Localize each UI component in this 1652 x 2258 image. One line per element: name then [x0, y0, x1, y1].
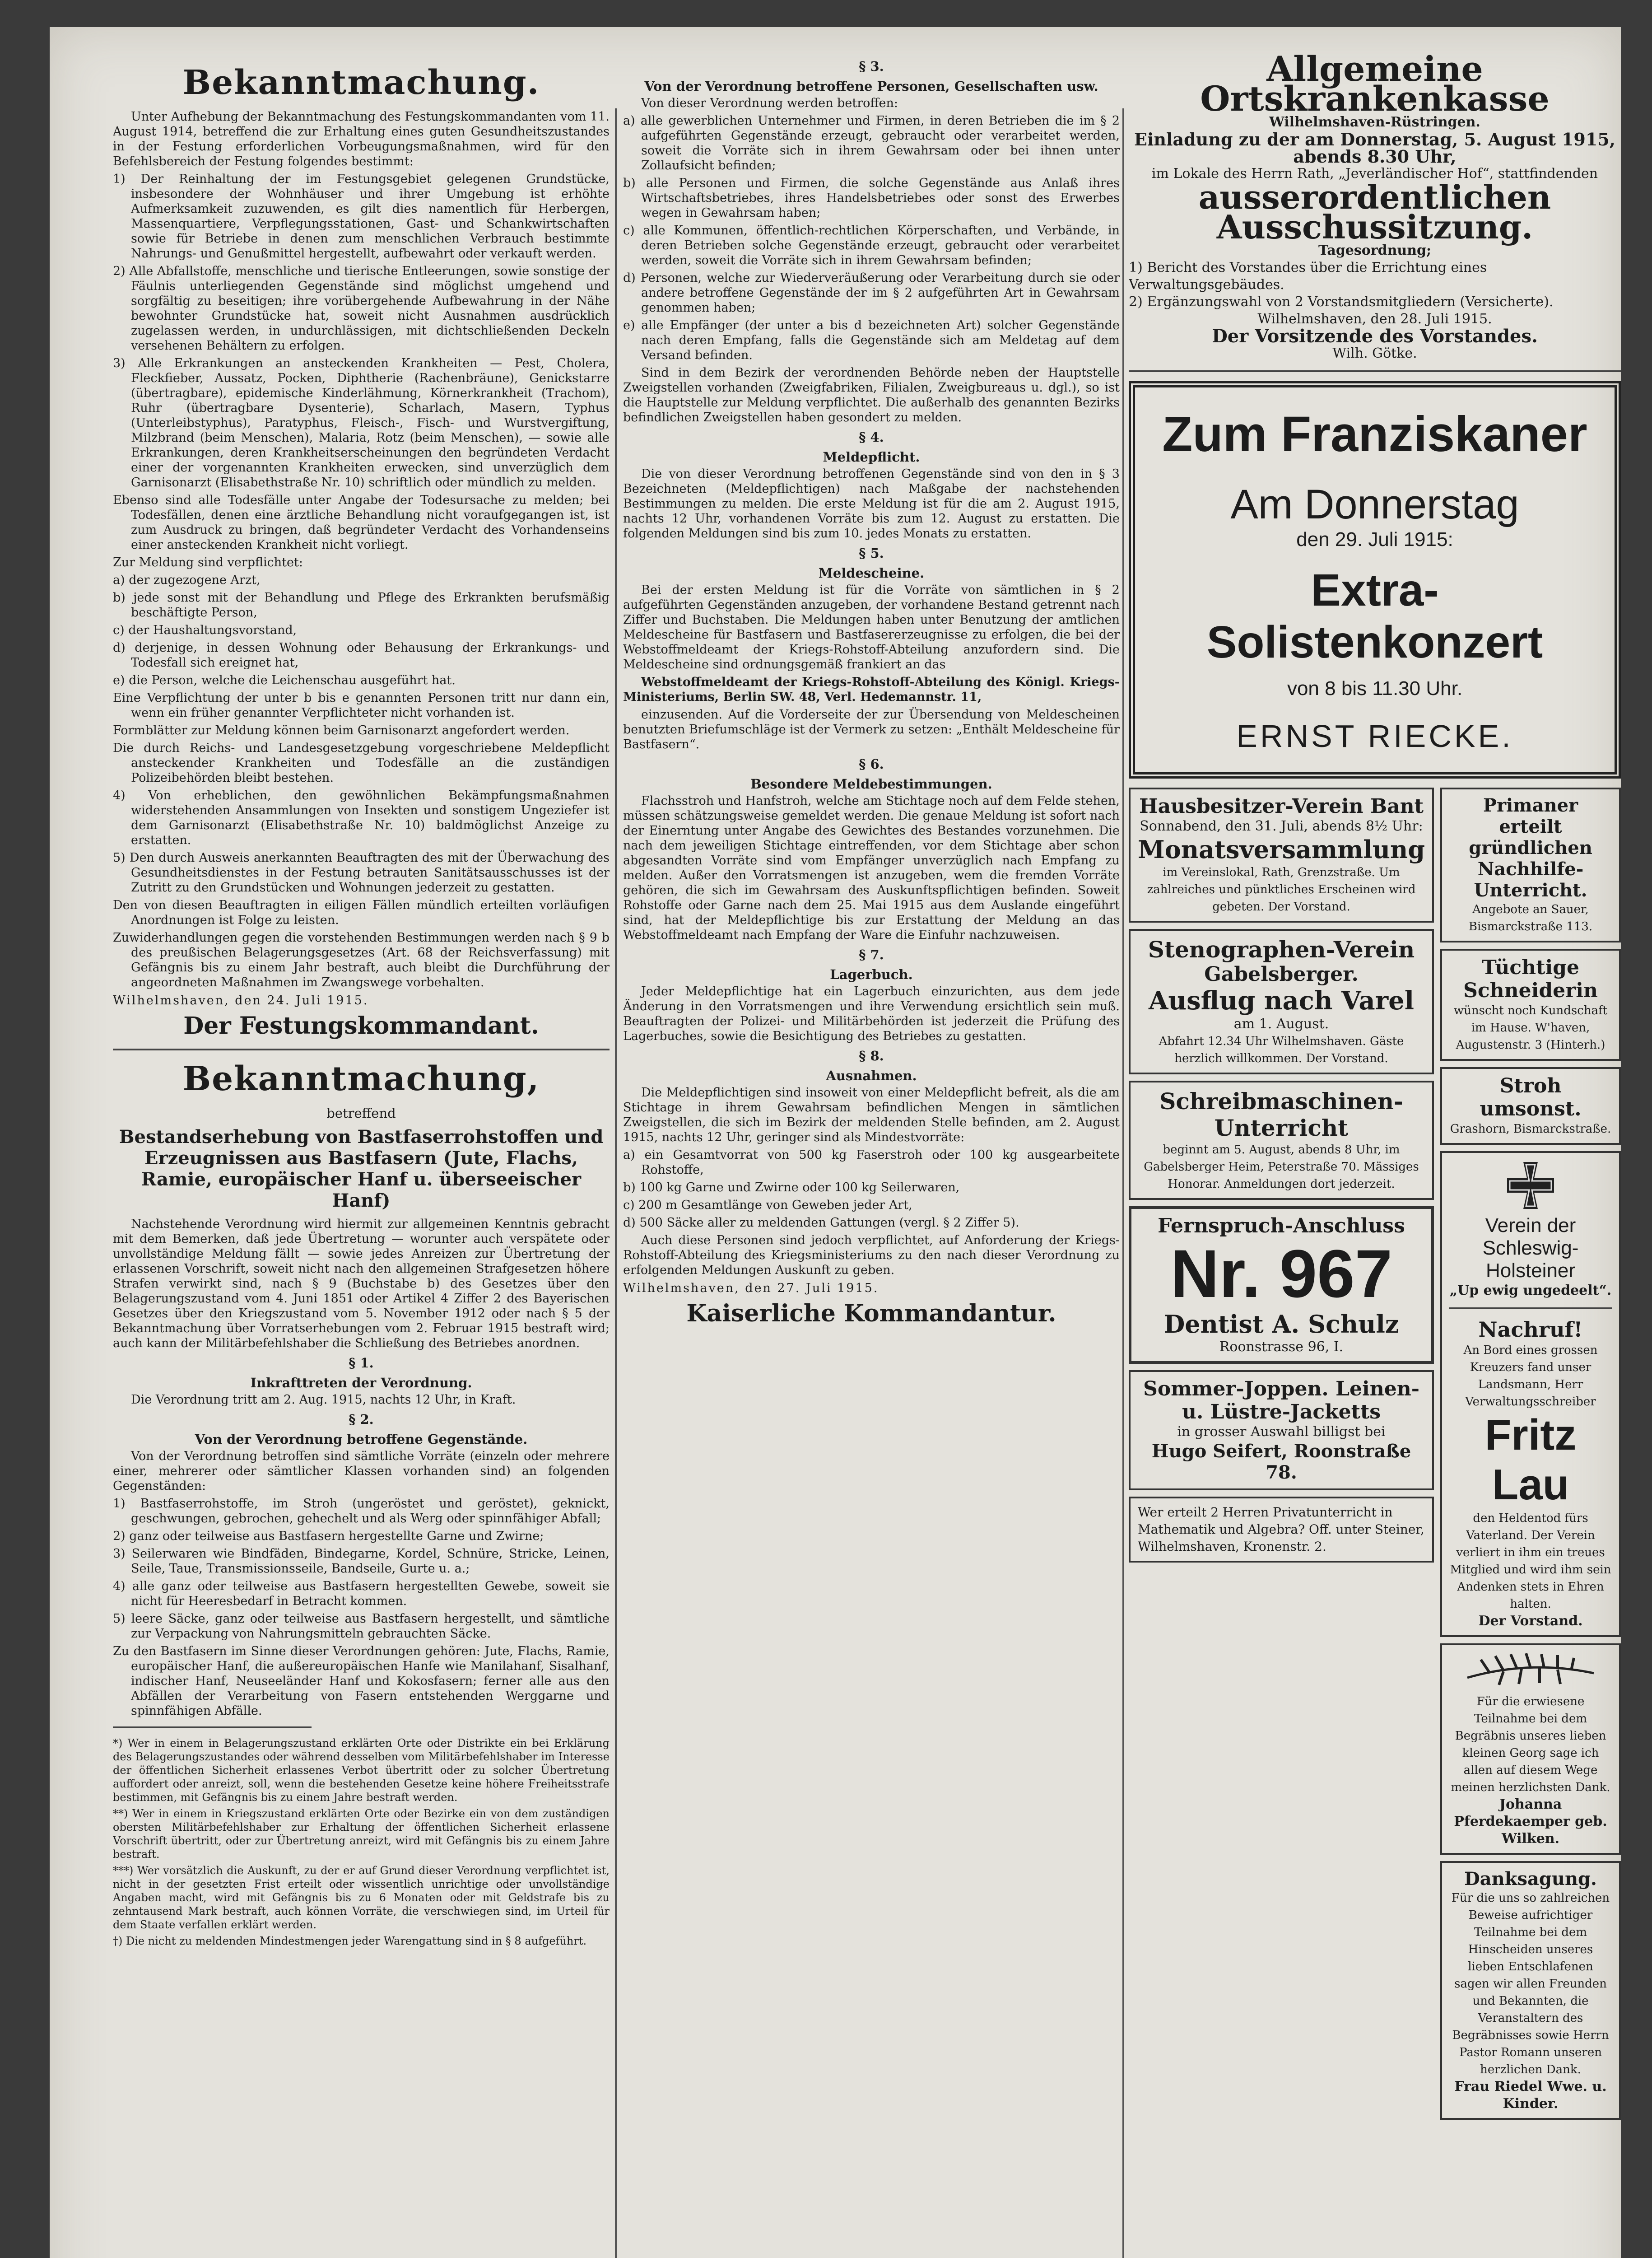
s8-title: § 8. [859, 1048, 884, 1064]
ak-agenda-title: Tagesordnung; [1318, 243, 1432, 258]
privat-text: Wer erteilt 2 Herren Privatunterricht in Mathematik und Algebra? Off. unter Steiner, Wilhelmshaven, Kronenstr. 2. [1138, 1505, 1424, 1554]
s8-item: a) ein Gesamtvorrat von 500 kg Faserstroh oder 100 kg ausgearbeitete Rohstoffe, [623, 1148, 1120, 1177]
verein-sign: Der Vorstand. [1478, 1613, 1583, 1629]
notice1-item: c) der Haushaltungsvorstand, [113, 623, 297, 637]
schreib-title: Schreibmaschinen-Unterricht [1159, 1088, 1403, 1141]
franz-date: den 29. Juli 1915: [1296, 528, 1453, 551]
footnote: *) Wer in einem in Belagerungszustand erklärten Orte oder Distrikte ein bei Erklärung des Belagerungszustandes oder während desselben vom Militärbefehlshaber im Interesse der öffentlichen Sicherheit erlassenes Verbot übertritt oder zu solcher Übertretung auffordert oder anreizt, soll, wenn die bestehenden Gesetze keine höhere Freiheitsstrafe bestimmen, mit Gefängnis bis zu einem Jahre bestraft werden. [113, 1737, 610, 1804]
dank2-title: Danksagung. [1464, 1868, 1597, 1889]
s2-item: 3) Seilerwaren wie Bindfäden, Bindegarne, Kordel, Schnüre, Stricke, Leinen, Seile, Taue, Transmissionsseile, Bandseile, Gurte u. a.; [113, 1547, 610, 1576]
franz-day: Am Donnerstag [1230, 481, 1519, 527]
notice1-item: 1) Der Reinhaltung der im Festungsgebiet gelegenen Grundstücke, insbesondere der Wohnhäuser und ihrer Umgebung ist erhöhte Aufmerksamkeit zuzuwenden, es gilt dies namentlich für Herbergen, Massenquartiere, Verpflegungsstationen, Gast- und Schankwirtschaften sowie für Betriebe in denen zum menschlichen Verbrauch bestimmte Nahrungs- und Genußmittel hergestellt, aufbewahrt oder verkauft werden. [113, 172, 610, 261]
s3-title: § 3. [859, 59, 884, 74]
ak-title: Allgemeine Ortskrankenkasse [1200, 54, 1550, 119]
s2-item: 1) Bastfaserrohstoffe, im Stroh (ungeröstet und geröstet), geknickt, geschwungen, gebrochen, gehechelt und als Werg oder spinnfähiger Abfall; [113, 1497, 610, 1526]
verein-nachruf: Nachruf! [1478, 1317, 1583, 1342]
small-ads-row-1 [1129, 788, 1621, 2126]
franz-event: Extra-Solistenkonzert [1206, 565, 1543, 667]
dank1-text: Für die erwiesene Teilnahme bei dem Begräbnis unseres lieben kleinen Georg sage ich allen auf diesem Wege meinen herzlichsten Dank. [1451, 1695, 1610, 1794]
franz-title: Zum Franziskaner [1162, 406, 1587, 462]
column-1 [113, 54, 610, 1950]
s8-item: d) 500 Säcke aller zu meldenden Gattungen (vergl. § 2 Ziffer 5). [623, 1216, 1019, 1230]
s2-items [113, 1496, 610, 1718]
ad-hausbesitzer [1129, 788, 1434, 2126]
stroh-title: Stroh umsonst. [1480, 1074, 1582, 1120]
s2-head: Von der Verordnung betroffene Gegenstände. [195, 1432, 528, 1447]
notice1-item: 2) Alle Abfallstoffe, menschliche und tierische Entleerungen, sowie sonstige der Fäulnis unterliegenden Gegenstände sind möglichst umgehend und sorgfältig zu beseitigen; ihre vorübergehende Aufbewahrung in der Nähe bewohnter Grundstücke hat, soweit nicht Ausnahmen ausdrücklich zugelassen werden, in undurchlässigen, mit dichtschließenden Deckeln versehenen Behältern zu erfolgen. [113, 264, 610, 353]
s7-text: Jeder Meldepflichtige hat ein Lagerbuch einzurichten, aus dem jede Änderung in den Vorratsmengen und ihre Verwendung ersichtlich sein muß. Beauftragten der Polizei- und Militärbehörden ist jederzeit die Prüfung des Lagerbuches, sowie die Besichtigung des Betriebes zu gestatten. [623, 984, 1120, 1043]
s2-text: Von der Verordnung betroffen sind sämtliche Vorräte (einzeln oder mehrere einer, mehrerer oder sämtlicher Klassen vorhanden sind) an folgenden Gegenständen: [113, 1449, 610, 1493]
footnote: †) Die nicht zu meldenden Mindestmengen jeder Warengattung sind in § 8 aufgeführt. [113, 1935, 587, 1947]
ad-ortskrankenkasse [1129, 54, 1621, 362]
verein-motto: „Up ewig ungedeelt“. [1449, 1283, 1612, 1298]
column-2 [623, 54, 1120, 1336]
s3-item: b) alle Personen und Firmen, die solche Gegenstände aus Anlaß ihres Wirtschaftsbetriebes, ihres Handelsbetriebes oder sonst des Erwerbes wegen in Gewahrsam haben; [623, 176, 1120, 220]
s3-text: Von dieser Verordnung werden betroffen: [641, 96, 898, 110]
s8-items [623, 1148, 1120, 1230]
ak-sign: Der Vorsitzende des Vorstandes. [1212, 326, 1538, 347]
schneiderin-title: Tüchtige Schneiderin [1463, 956, 1598, 1002]
kommandantur-date: Wilhelmshaven, den 27. Juli 1915. [623, 1281, 879, 1295]
verein-name: Fritz Lau [1484, 1411, 1577, 1509]
s8-more: Auch diese Personen sind jedoch verpflichtet, auf Anforderung der Kriegs-Rohstoff-Abteilung des Kriegsministeriums zu den nach dieser Verordnung zu erfolgenden Meldungen Auskunft zu geben. [623, 1233, 1120, 1277]
notice1-signature: Der Festungskommandant. [183, 1012, 539, 1040]
s3-items [623, 113, 1120, 363]
ak-meeting: ausserordentlichen Ausschussitzung. [1198, 178, 1551, 246]
notice1-item: Eine Verpflichtung der unter b bis e genannten Personen tritt nur dann ein, wenn ein früher genannter Verpflichteter nicht vorhanden ist. [113, 691, 610, 720]
s5-head: Meldescheine. [818, 565, 925, 581]
haus-title: Hausbesitzer-Verein Bant [1139, 795, 1424, 818]
s1-head: Inkrafttreten der Verordnung. [250, 1375, 472, 1390]
s1-title: § 1. [349, 1355, 374, 1371]
steno-event: Ausflug nach Varel [1148, 986, 1415, 1016]
s5-after: einzusenden. Auf die Vorderseite der zur Übersendung von Meldescheinen benutzten Briefumschläge ist der Vermerk zu setzen: „Enthält Meldescheine für Bastfasern“. [623, 708, 1120, 751]
steno-sub: Gabelsberger. [1204, 963, 1359, 986]
s4-head: Meldepflicht. [823, 449, 920, 465]
s8-text: Die Meldepflichtigen sind insoweit von einer Meldepflicht befreit, als die am Stichtage in ihrem Gewahrsam befindlichen Mengen in sämtlichen Zweigstellen, die sich im Bezirk der meldenden Stelle befinden, am 2. August 1915, nachts 12 Uhr, geringer sind als Mindestvorräte: [623, 1086, 1120, 1144]
ak-place: im Lokale des Herrn Rath, „Jeverländischer Hof“, stattfindenden [1151, 166, 1598, 182]
haus-text: im Vereinslokal, Rath, Grenzstraße. Um zahlreiches und pünktliches Erscheinen wird gebeten. Der Vorstand. [1147, 866, 1416, 914]
stroh-text: Grashorn, Bismarckstraße. [1450, 1122, 1611, 1136]
kommandantur-signature: Kaiserliche Kommandantur. [686, 1300, 1056, 1327]
ak-invite: Einladung zu der am Donnerstag, 5. August 1915, abends 8.30 Uhr, [1134, 129, 1615, 167]
verein-text: An Bord eines grossen Kreuzers fand unser Landsmann, Herr Verwaltungsschreiber [1463, 1344, 1598, 1409]
notice1-item: 4) Von erheblichen, den gewöhnlichen Bekämpfungsmaßnahmen widerstehenden Ansammlungen von Insekten und sonstigem Ungeziefer ist dem Garnisonarzt (Elisabethstraße Nr. 10) baldmöglichst Anzeige zu erstatten. [113, 788, 610, 847]
notice1-item: b) jede sonst mit der Behandlung und Pflege des Erkrankten berufsmäßig beschäftigte Person, [113, 591, 610, 620]
notice1-item: a) der zugezogene Arzt, [113, 573, 261, 587]
notice1-item: Formblätter zur Meldung können beim Garnisonarzt angefordert werden. [113, 723, 570, 737]
s1-text: Die Verordnung tritt am 2. Aug. 1915, nachts 12 Uhr, in Kraft. [131, 1393, 516, 1407]
s2-title: § 2. [349, 1412, 374, 1427]
s2-item: 5) leere Säcke, ganz oder teilweise aus Bastfasern hergestellt, und sämtliche zur Verpackung von Nahrungsmitteln gebrauchten Säcke. [113, 1612, 610, 1641]
palm-branch-icon [1463, 1651, 1598, 1691]
notice1-date: Wilhelmshaven, den 24. Juli 1915. [113, 994, 369, 1008]
fern-title: Fernspruch-Anschluss [1158, 1214, 1405, 1237]
notice1-title: Bekanntmachung. [182, 63, 540, 102]
notice2-subtitle: Bestandserhebung von Bastfaserrohstoffen und Erzeugnissen aus Bastfasern (Jute, Flachs, Ramie, europäischer Hanf u. überseeischer Hanf) [119, 1126, 604, 1211]
s5-title: § 5. [859, 546, 884, 561]
fern-number: Nr. 967 [1170, 1236, 1393, 1311]
notice1-item: Den von diesen Beauftragten in eiligen Fällen mündlich erteilten vorläufigen Anordnungen ist Folge zu leisten. [113, 898, 610, 927]
column-rule-1 [615, 108, 617, 2258]
s8-item: c) 200 m Gesamtlänge von Geweben jeder Art, [623, 1198, 912, 1212]
ak-date: Wilhelmshaven, den 28. Juli 1915. [1257, 311, 1492, 327]
notice1-item: Die durch Reichs- und Landesgesetzgebung vorgeschriebene Meldepflicht ansteckender Krankheiten und Todesfälle an die zuständigen Polizeibehörden bleibt bestehen. [113, 741, 610, 785]
s7-head: Lagerbuch. [830, 967, 913, 982]
s7-title: § 7. [859, 947, 884, 962]
notice2-title: Bekanntmachung, [182, 1059, 540, 1098]
s6-title: § 6. [859, 756, 884, 772]
dank2-text: Für die uns so zahlreichen Beweise aufrichtiger Teilnahme bei dem Hinscheiden unseres lieben Entschlafenen sagen wir allen Freunden und Bekannten, die Veranstaltern des Begräbnisses sowie Herrn Pastor Romann unseren herzlichen Dank. [1451, 1891, 1610, 2076]
franz-time: von 8 bis 11.30 Uhr. [1287, 677, 1463, 700]
franz-artist: ERNST RIECKE. [1236, 718, 1513, 754]
notice1-item: 5) Den durch Ausweis anerkannten Beauftragten des mit der Überwachung des Gesundheitsdienstes in der Festung betrauten Sanitätsausschusses ist der Zutritt zu den Grundstücken und Wohnungen jederzeit zu gestatten. [113, 851, 610, 895]
column-rule-2 [1122, 108, 1124, 2258]
notice2-subtitle-pre: betreffend [326, 1106, 396, 1121]
footnotes [113, 1736, 610, 1948]
ak-agenda-2: 2) Ergänzungswahl von 2 Vorstandsmitgliedern (Versicherte). [1129, 294, 1554, 310]
s3-item: c) alle Kommunen, öffentlich-rechtlichen Körperschaften, und Verbände, in deren Betrieben solche Gegenstände erzeugt, gebraucht oder verarbeitet werden, soweit die Vorräte sich in ihrem Gewahrsam befinden; [623, 224, 1120, 267]
s3-head: Von der Verordnung betroffene Personen, Gesellschaften usw. [644, 79, 1098, 94]
sommer-title: Sommer-Joppen. Leinen- u. Lüstre-Jacketts [1143, 1377, 1419, 1423]
s8-item: b) 100 kg Garne und Zwirne oder 100 kg Seilerwaren, [623, 1180, 960, 1194]
column-3 [1129, 54, 1621, 2126]
s5-text: Bei der ersten Meldung ist für die Vorräte von sämtlichen in § 2 aufgeführten Gegenständen anzugeben, der vorhandene Bestand getrennt nach Ziffer und Buchstaben. Die Meldungen haben unter Benutzung der amtlichen Meldescheine für Bastfasern und Bastfasererzeugnisse zu erfolgen, die bei der Webstoffmeldeamt der Kriegs-Rohstoff-Abteilung anzufordern sind. Die Meldescheine sind ordnungsgemäß frankiert an das [623, 583, 1120, 672]
s4-title: § 4. [859, 429, 884, 445]
notice1-intro: Unter Aufhebung der Bekanntmachung des Festungskommandanten vom 11. August 1914, betreffend die zur Erhaltung eines guten Gesundheitszustandes in der Festung erforderlichen Vorbeugungsmaßnahmen, wird für den Befehlsbereich der Festung folgendes bestimmt: [113, 110, 610, 168]
verein-title: Verein der Schleswig-Holsteiner [1482, 1214, 1579, 1282]
dank2-name: Frau Riedel Wwe. u. Kinder. [1454, 2079, 1607, 2112]
s6-head: Besondere Meldebestimmungen. [750, 776, 992, 792]
ak-name: Wilh. Götke. [1332, 345, 1417, 361]
ads-right-stack [1440, 788, 1621, 2126]
ak-sub: Wilhelmshaven-Rüstringen. [1269, 114, 1480, 130]
s8-head: Ausnahmen. [826, 1068, 917, 1083]
s2-item: Zu den Bastfasern im Sinne dieser Verordnungen gehören: Jute, Flachs, Ramie, europäischer Hanf, die außereuropäischen Hanfe wie Manilahanf, Sisalhanf, indischer Hanf, Neuseeländer Hanf und Kokosfasern; ferner alle aus den Abfällen der Verarbeitung von Fasern entstehenden Werggarne und spinnfähigen Abfälle. [113, 1644, 610, 1718]
steno-title: Stenographen-Verein [1148, 936, 1415, 963]
s2-item: 2) ganz oder teilweise aus Bastfasern hergestellte Garne und Zwirne; [113, 1529, 544, 1543]
notice1-item: 3) Alle Erkrankungen an ansteckenden Krankheiten — Pest, Cholera, Fleckfieber, Aussatz, Pocken, Diphtherie (Rachenbräune), Genickstarre (übertragbare), epidemische Kinderlähmung, Körnerkrankheit (Trachom), Ruhr (übertragbare Dysenterie), Scharlach, Masern, Typhus (Unterleibstyphus), Paratyphus, Fleisch-, Fisch- und Wurstvergiftung, Milzbrand (beim Menschen), Malaria, Rotz (beim Menschen), — sowie alle Erkrankungen, deren Krankheitserscheinungen den begründeten Verdacht einer der vorgenannten Krankheiten erwecken, sind unverzüglich dem Garnisonarzt (Elisabethstraße Nr. 10) schriftlich oder mündlich zu melden. [113, 356, 610, 490]
notice1-item: Zur Meldung sind verpflichtet: [113, 555, 303, 569]
notice2-intro: Nachstehende Verordnung wird hiermit zur allgemeinen Kenntnis gebracht mit dem Bemerken, daß jede Übertretung — worunter auch verspätete oder unvollständige Meldung fällt — sowie jedes Anreizen zur Übertretung der erlassenen Vorschrift, soweit nicht nach den allgemeinen Strafgesetzen höhere Strafen verwirkt sind, nach § 9 (Buchstabe b) des Gesetzes über den Belagerungszustand vom 4. Juni 1851 oder Artikel 4 Ziffer 2 des Bayerischen Gesetzes über den Kriegszustand vom 5. November 1912 oder nach § 5 der Bekanntmachung über Vorratserhebungen vom 2. Februar 1915 bestraft wird; auch kann der Militärbefehlshaber die Schließung des Betriebes anordnen. [113, 1217, 610, 1350]
s3-item: e) alle Empfänger (der unter a bis d bezeichneten Art) solcher Gegenstände nach deren Empfang, falls die Gegenstände sich am Meldetag auf dem Versand befinden. [623, 318, 1120, 362]
sommer-text: in grosser Auswahl billigst bei [1177, 1424, 1386, 1440]
notice1-item: Ebenso sind alle Todesfälle unter Angabe der Todesursache zu melden; bei Todesfällen, denen eine ärztliche Behandlung nicht voraufgegangen ist, ist zum Ausdruck zu bringen, daß begründeter Verdacht des Vorhandenseins einer ansteckenden Krankheit nicht vorliegt. [113, 493, 610, 552]
s4-text: Die von dieser Verordnung betroffenen Gegenstände sind von den in § 3 Bezeichneten (Meldepflichtigen) nach Maßgabe der nachstehenden Bestimmungen zu melden. Die erste Meldung ist für die am 2. August 1915, nachts 12 Uhr, vorhandenen Vorräte bis zum 12. August zu erstatten. Die folgenden Meldungen sind bis zum 10. jedes Monats zu erstatten. [623, 467, 1120, 541]
iron-cross-icon [1503, 1158, 1558, 1213]
s3-item: d) Personen, welche zur Wiederveräußerung oder Verarbeitung durch sie oder andere betroffene Gegenstände der im § 2 aufgeführten Art in Gewahrsam genommen haben; [623, 271, 1120, 315]
s2-item: 4) alle ganz oder teilweise aus Bastfasern hergestellten Gewebe, soweit sie nicht für Heeresbedarf in Betracht kommen. [113, 1579, 610, 1608]
s3-item: a) alle gewerblichen Unternehmer und Firmen, in deren Betrieben die im § 2 aufgeführten Gegenstände erzeugt, gebraucht oder verarbeitet werden, soweit die Vorräte sich in ihrem Gewahrsam oder bei ihnen unter Zollaufsicht befinden; [623, 114, 1120, 173]
primaner-text: Angebote an Sauer, Bismarckstraße 113. [1468, 903, 1593, 933]
verein-after: den Heldentod fürs Vaterland. Der Verein verliert in ihm ein treues Mitglied und wird ihm sein Andenken stets in Ehren halten. [1450, 1512, 1611, 1611]
ak-agenda-1: 1) Bericht des Vorstandes über die Errichtung eines Verwaltungsgebäudes. [1129, 260, 1487, 293]
fern-name: Dentist A. Schulz [1163, 1310, 1399, 1339]
steno-date: am 1. August. [1233, 1016, 1329, 1032]
primaner-title: Primaner erteilt gründlichen Nachhilfe-Unterricht. [1469, 795, 1592, 901]
footnote: **) Wer in einem in Kriegszustand erklärten Orte oder Bezirke ein von dem zuständigen obersten Militärbefehlshaber zur Erhaltung der öffentlichen Sicherheit erlassene Vorschrift übertritt, oder zur Übertretung anreizt, wird mit Gefängnis bis zu einem Jahre bestraft. [113, 1807, 610, 1861]
s6-text: Flachsstroh und Hanfstroh, welche am Stichtage noch auf dem Felde stehen, müssen schätzungsweise gemeldet werden. Die genaue Meldung ist sofort nach der Einerntung unter Angabe des Gewichtes des Bestandes vorzunehmen. Die nach dem jeweiligen Stichtage eintreffenden, vor dem Stichtage aber schon abgesandten Vorräte sind vom Empfänger unverzüglich nach Empfang zu melden. Außer den Vorratsmengen ist anzugeben, wem die fremden Vorräte gehören, die sich im Gewahrsam des Auskunftspflichtigen befinden. Soweit Rohstoffe oder Garne nach dem 25. Mai 1915 aus dem Auslande eingeführt sind, hat der Meldepflichtige bis zur Erstattung der Meldung an das Webstoffmeldeamt nach Empfang der Ware die Einfuhr nachzuweisen. [623, 794, 1120, 942]
notice1-item: d) derjenige, in dessen Wohnung oder Behausung der Erkrankungs- und Todesfall sich ereignet hat, [113, 641, 610, 670]
steno-text: Abfahrt 12.34 Uhr Wilhelmshaven. Gäste herzlich willkommen. Der Vorstand. [1159, 1035, 1404, 1065]
footnote: ***) Wer vorsätzlich die Auskunft, zu der er auf Grund dieser Verordnung verpflichtet ist, nicht in der gesetzten Frist erteilt oder wissentlich unrichtige oder unvollständige Angaben macht, wird mit Gefängnis bis zu 6 Monaten oder mit Geldstrafe bis zu zehntausend Mark bestraft, auch können Vorräte, die verschwiegen sind, im Urteil für dem Staate verfallen erklärt werden. [113, 1864, 610, 1931]
s5-address: Webstoffmeldeamt der Kriegs-Rohstoff-Abteilung des Königl. Kriegs-Ministeriums, Berlin SW. 48, Verl. Hedemannstr. 11, [623, 675, 1120, 704]
haus-when: Sonnabend, den 31. Juli, abends 8½ Uhr: [1140, 818, 1423, 834]
s3-more: Sind in dem Bezirk der verordnenden Behörde neben der Hauptstelle Zweigstellen vorhanden (Zweigfabriken, Filialen, Zweigbureaus u. dgl.), so ist die Hauptstelle zur Meldung verpflichtet. Die außerhalb des genannten Bezirks befindlichen Zweigstellen haben gesondert zu melden. [623, 366, 1120, 425]
fern-addr: Roonstrasse 96, I. [1219, 1339, 1344, 1355]
schreib-text: beginnt am 5. August, abends 8 Uhr, im Gabelsberger Heim, Peterstraße 70. Mässiges Honorar. Anmeldungen dort jederzeit. [1144, 1143, 1419, 1191]
notice1-item: e) die Person, welche die Leichenschau ausgeführt hat. [113, 673, 456, 687]
sommer-name: Hugo Seifert, Roonstraße 78. [1151, 1441, 1411, 1483]
haus-event: Monatsversammlung [1138, 835, 1425, 864]
dank1-name: Johanna Pferdekaemper geb. Wilken. [1454, 1796, 1607, 1847]
notice1-item: Zuwiderhandlungen gegen die vorstehenden Bestimmungen werden nach § 9 b des preußischen Belagerungsgesetzes (Art. 68 der Reichsverfassung) mit Gefängnis bis zu einem Jahr bestraft, auch bleibt die Durchführung der angeordneten Maßnahmen im Zwangswege vorbehalten. [113, 931, 610, 989]
notice1-items [113, 172, 610, 990]
ad-franziskaner [1129, 381, 1621, 779]
schneiderin-text: wünscht noch Kundschaft im Hause. W'haven, Augustenstr. 3 (Hinterh.) [1453, 1004, 1608, 1052]
